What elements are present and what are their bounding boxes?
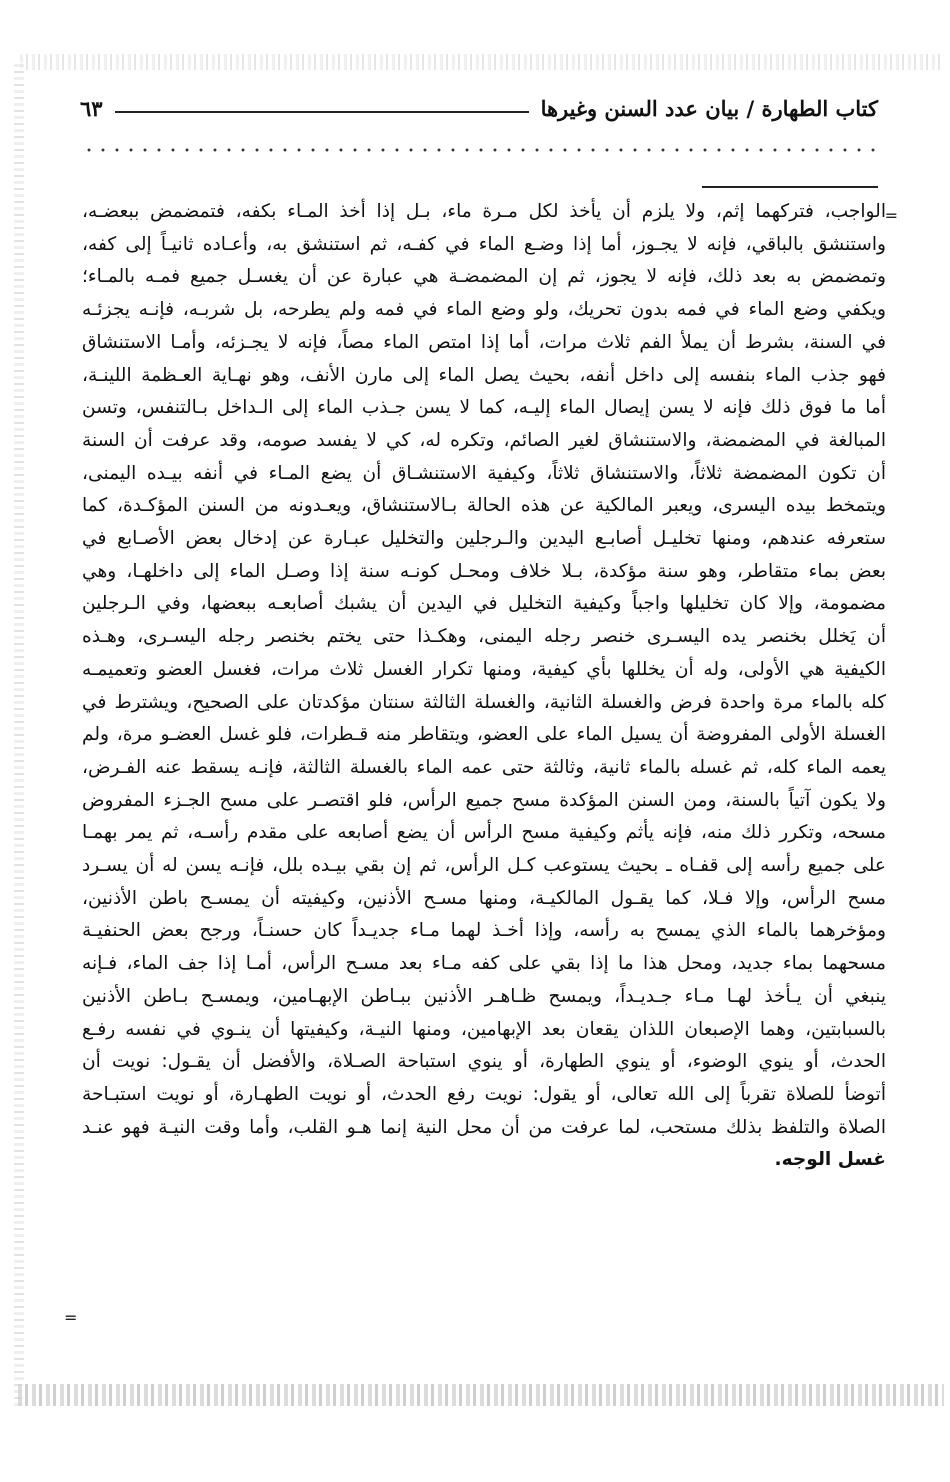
- text-line: ستعرفه عندهم، ومنها تخليـل أصابـع اليدين والـرجلين والتخليل عبـارة عن إدخال بعض الأصـابع في: [82, 528, 886, 550]
- text-line: واستنشق بالباقي، فإنه لا يجـوز، أما إذا وضـع الماء في كفـه، ثم استنشق به، وأعـاده ثانيـاً إلى كفه،: [82, 233, 886, 255]
- text-line: مضمومة، وإلا كان تخليلها واجباً وكيفية التخليل في اليدين أن يشبك أصابعـه ببعضها، وفي الـرجلين: [82, 593, 886, 615]
- text-line: ويكفي وضع الماء في فمه بدون تحريك، ولو وضع الماء في فمه ولم يطرحه، بل شربـه، فإنـه يجزئـه: [82, 299, 886, 321]
- text-line: ولا يكون آتياً بالسنة، ومن السنن المؤكدة مسح جميع الرأس، فلو اقتصـر على مسح الجـزء المفروض: [82, 789, 886, 811]
- running-header: [80, 88, 878, 128]
- text-line: وتمضمض به بعد ذلك، فإنه لا يجوز، ثم إن المضمضـة هي عبارة عن أن يغسـل جميع فمـه بالمـاء؛: [82, 266, 886, 288]
- footnote-text: [82, 196, 886, 1177]
- text-line: الكيفية هي الأولى، وله أن يخللها بأي كيفية، ومنها تكرار الغسل ثلاث مرات، فغسل العضو وتعميمـه: [82, 658, 886, 680]
- text-line: فهو جذب الماء بنفسه إلى داخل أنفه، بحيث يصل الماء إلى مارن الأنف، وهو نهـاية العـظمة اللينـة،: [82, 364, 886, 386]
- continuation-mark-top: =: [884, 206, 898, 225]
- scan-border-left: [14, 62, 24, 1406]
- text-line: كله بالماء مرة واحدة فرض والغسلة الثانية، والغسلة الثالثة سنتان مؤكدتان على الصحيح، ويشترط في: [82, 691, 886, 713]
- text-line: الصلاة والتلفظ بذلك مستحب، لما عرفت من أن محل النية إنما هـو القلب، وأما وقت النيـة فهو عنـد: [82, 1116, 886, 1138]
- text-line: يعمه الماء كله، ثم غسله بالماء ثانية، وثالثة حتى عمه الماء بالغسلة الثالثة، فإنـه يسقط عنه الفـرض،: [82, 756, 886, 778]
- text-line-final: غسل الوجه.: [774, 1149, 886, 1171]
- text-line: بعض بماء متقاطر، وهو سنة مؤكدة، بـلا خلاف ومحـل كونـه سنة إذا وصـل الماء إلى داخلهـا، وهي: [82, 560, 886, 582]
- text-line: ومؤخرهما بالماء الذي يمسح به رأسه، وإذا أخـذ لهما مـاء جديـداً كان حسنـاً، ورجح بعض الحنفيـة: [82, 920, 886, 942]
- text-line: الواجب، فتركهما إثم، ولا يلزم أن يأخذ لكل مـرة ماء، بـل إذا أخذ المـاء بكفه، فتمضمض ببعضـه،: [82, 201, 886, 222]
- text-line: مسحهما بماء جديد، ومحل هذا ما إذا بقي على كفه مـاء بعد مسـح الرأس، أمـا إذا جف الماء، فـإنه: [82, 953, 886, 975]
- text-line: أن تكون المضمضة ثلاثاً، والاستنشاق ثلاثاً، وكيفية الاستنشـاق أن يضع المـاء في أنفه بيـده اليمنى،: [82, 462, 886, 484]
- text-line: أن يَخلل بخنصر يده اليسـرى خنصر رجله اليمنى، وهكـذا حتى يختم بخنصر رجله اليسـرى، وهـذه: [82, 626, 886, 648]
- header-rule: [115, 111, 529, 113]
- continuation-mark-bottom: =: [64, 1308, 78, 1327]
- dotted-separator: [82, 146, 878, 154]
- text-line: أما ما فوق ذلك فإنه لا يسن إيصال الماء إليـه، كما لا يسن جـذب الماء إلى الـداخل بـالتنفس، وتسن: [82, 397, 886, 419]
- text-line: الغسلة الأولى المفروضة أن يسيل الماء على العضو، ويتقاطر منه قـطرات، فلو غسل العضـو مرة، ولم: [82, 724, 886, 746]
- text-line: المبالغة في المضمضة، والاستنشاق لغير الصائم، وتكره له، كي لا يفسد صومه، وقد عرفت أن السنة: [82, 429, 886, 451]
- scan-border-top: [20, 54, 944, 70]
- text-line: أتوضأ للصلاة تقرباً إلى الله تعالى، أو يقول: نويت رفع الحدث، أو نويت الطهـارة، أو نويت استبـاحة: [82, 1083, 886, 1105]
- text-line: مسح الرأس، وإلا فـلا، كما يقـول المالكيـة، ومنها مسـح الأذنين، وكيفيته أن يمسـح باطن الأذنين،: [82, 887, 886, 909]
- scan-border-bottom: [18, 1384, 944, 1406]
- text-line: على جميع رأسه إلى قفـاه ـ بحيث يستوعب كـل الرأس، ثم إن بقي بيـده بلل، فإنـه يسن له أن يسـرد: [82, 855, 886, 877]
- running-title: كتاب الطهارة / بيان عدد السنن وغيرها: [540, 95, 878, 121]
- text-line: بالسبابتين، وهما الإصبعان اللذان يقعان بعد الإبهامين، ومنها النيـة، وكيفيتها أن ينـوي في نفسه رفـع: [82, 1018, 886, 1040]
- page-number: ٦٣: [80, 95, 103, 121]
- text-line: الحدث، أو ينوي الوضوء، أو ينوي الطهارة، أو ينوي استباحة الصـلاة، والأفضل أن يقـول: نويت أن: [82, 1051, 886, 1073]
- text-line: ويتمخط بيده اليسرى، ويعبر المالكية عن هذه الحالة بـالاستنشاق، ويعـدونه من السنن المؤكـدة، كما: [82, 495, 886, 517]
- footnote-rule: [702, 186, 878, 188]
- text-line: في السنة، بشرط أن يملأ الفم ثلاث مرات، أما إذا امتص الماء مصاً، فإنه لا يجـزئه، وأمـا الاستنشاق: [82, 331, 886, 353]
- text-line: مسحه، وتكرر ذلك منه، فإنه يأثم وكيفية مسح الرأس أن يضع أصابعه على مقدم رأسـه، ثم يمر بهمـا: [82, 822, 886, 844]
- text-line: ينبغي أن يـأخذ لهـا مـاء جـديـداً، ويمسح ظـاهـر الأذنين ببـاطن الإبهـامين، ويمسـح بـاطن الأذنين: [82, 985, 886, 1007]
